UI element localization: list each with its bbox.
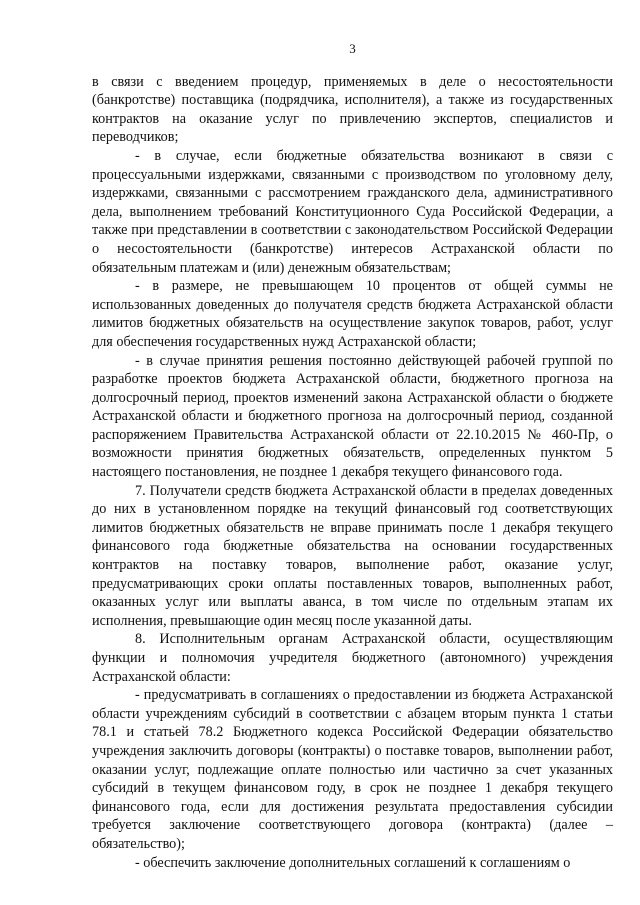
paragraph-working-group: - в случае принятия решения постоянно действующей рабочей группой по разработке проектов бюджета Астраханской области, бюджетного прогноза на долгосрочный период, проектов изменений закона Астраханской области о бюджете Астраханской области и бюджетного прогноза на долгосрочный период, созданной распоряжением Правительства Астраханской области от 22.10.2015 № 460-Пр, о возможности принятия бюджетных обязательств, определенных пунктом 5 настоящего постановления, не позднее 1 декабря текущего финансового года. bbox=[92, 352, 613, 481]
document-page bbox=[92, 40, 613, 872]
paragraph-procedural-costs: - в случае, если бюджетные обязательства возникают в связи с процессуальными издержками, связанными с производством по уголовному делу, издержками, связанными с рассмотрением гражданского дела, административного дела, выполнением требований Конституционного Суда Российской Федерации, а также при представлении в соответствии с законодательством Российской Федерации о несостоятельности (банкротстве) интересов Астраханской области по обязательным платежам и (или) денежным обязательствам; bbox=[92, 147, 613, 276]
paragraph-additional-agreements: - обеспечить заключение дополнительных соглашений к соглашениям о bbox=[135, 854, 571, 871]
page-number: 3 bbox=[349, 41, 356, 56]
paragraph-subsidy-agreements: - предусматривать в соглашениях о предоставлении из бюджета Астраханской области учреждениям субсидий в соответствии с абзацем вторым пункта 1 статьи 78.1 и статьей 78.2 Бюджетного кодекса Российской Федерации обязательство учреждения заключить договоры (контракты) о поставке товаров, выполнении работ, оказании услуг, подлежащие оплате полностью или частично за счет указанных субсидий в текущем финансовом году, в срок не позднее 1 декабря текущего финансового года, если для достижения результата предоставления субсидии требуется заключение соответствующего договора (контракта) (далее – обязательство); bbox=[92, 687, 613, 852]
paragraph-item-8: 8. Исполнительным органам Астраханской области, осуществляющим функции и полномочия учредителя бюджетного (автономного) учреждения Астраханской области: bbox=[92, 631, 613, 685]
paragraph-item-7: 7. Получатели средств бюджета Астраханской области в пределах доведенных до них в установленном порядке на текущий финансовый год соответствующих лимитов бюджетных обязательств не вправе принимать после 1 декабря текущего финансового года бюджетные обязательства на основании государственных контрактов на поставку товаров, выполнение работ, оказание услуг, предусматривающих сроки оплаты поставленных товаров, выполненных работ, оказанных услуг или выплаты аванса, в том числе по отдельным этапам их исполнения, превышающие один месяц после указанной даты. bbox=[92, 482, 613, 629]
paragraph-ten-percent: - в размере, не превышающем 10 процентов от общей суммы не использованных доведенных до получателя средств бюджета Астраханской области лимитов бюджетных обязательств на осуществление закупок товаров, работ, услуг для обеспечения государственных нужд Астраханской области; bbox=[92, 278, 613, 350]
paragraph-contracts-continuation: в связи с введением процедур, применяемых в деле о несостоятельности (банкротстве) поставщика (подрядчика, исполнителя), а также из государственных контрактов на оказание услуг по привлечению экспертов, специалистов и переводчиков; bbox=[92, 73, 613, 146]
